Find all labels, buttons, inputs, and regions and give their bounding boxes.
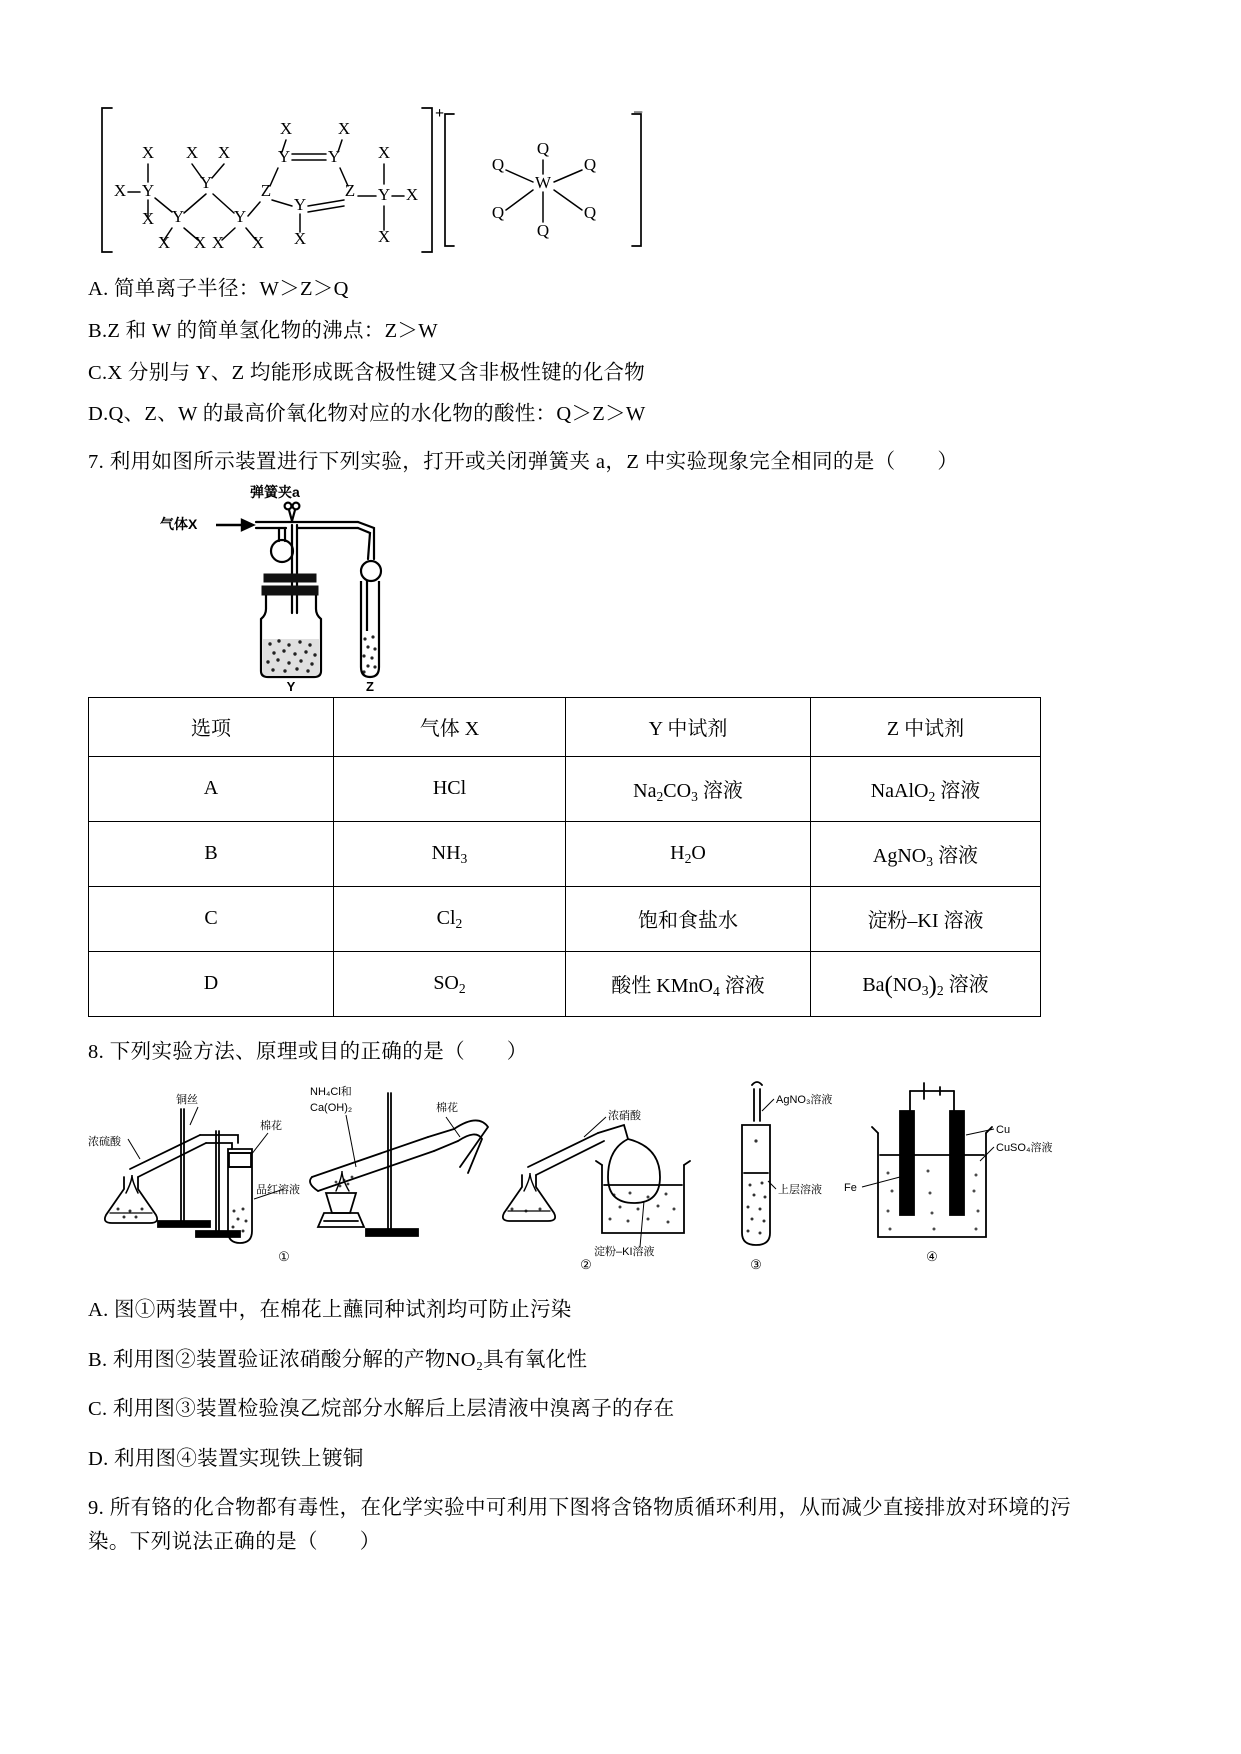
table-header-row: [89, 697, 1041, 756]
svg-text:Y: Y: [171, 207, 185, 226]
label-concentrated-nitric-acid: 浓硝酸: [608, 1109, 641, 1122]
svg-text:X: X: [217, 143, 231, 162]
svg-text:Y: Y: [141, 181, 155, 200]
table-row: [89, 821, 1041, 886]
svg-text:Q: Q: [491, 155, 505, 174]
svg-text:X: X: [377, 143, 391, 162]
label-cotton-1: 棉花: [260, 1119, 282, 1132]
table-row: [89, 886, 1041, 951]
svg-text:Z: Z: [344, 181, 356, 200]
svg-text:X: X: [193, 233, 207, 252]
col-header-option: 选项: [89, 697, 334, 756]
svg-text:X: X: [113, 181, 127, 200]
cell-y-reagent: 饱和食盐水: [566, 886, 811, 951]
svg-text:X: X: [251, 233, 265, 252]
figure-caption-1: ①: [278, 1248, 290, 1264]
bulb-right: [361, 561, 381, 581]
cell-z-reagent: AgNO$_3$ 溶液: [811, 821, 1041, 886]
label-cu: Cu: [996, 1123, 1011, 1136]
label-concentrated-sulfuric-acid: 浓硫酸: [88, 1135, 121, 1148]
svg-text:X: X: [279, 119, 293, 138]
vessel-y-label: Y: [286, 678, 296, 693]
cell-z-reagent: NaAlO$_2$ 溶液: [811, 756, 1041, 821]
cell-option: D: [89, 951, 334, 1016]
svg-text:X: X: [141, 143, 155, 162]
col-header-y-reagent: Y 中试剂: [566, 697, 811, 756]
svg-text:Y: Y: [199, 173, 213, 192]
q6-option-a: A. 简单离子半径：W＞Z＞Q: [88, 278, 349, 300]
cell-gas-x: HCl: [334, 756, 566, 821]
q6-option-b: B.Z 和 W 的简单氢化物的沸点：Z＞W: [88, 319, 438, 342]
svg-text:Y: Y: [233, 207, 247, 226]
cell-gas-x: $NH_3$: [334, 821, 566, 886]
structure-formula-figure: [88, 96, 1153, 264]
svg-text:X: X: [211, 233, 225, 252]
label-upper-layer-solution: 上层溶液: [778, 1183, 822, 1196]
cell-gas-x: $SO_2$: [334, 951, 566, 1016]
label-agno3-solution: AgNO₃溶液: [776, 1093, 833, 1106]
q8-option-b: B. 利用图②装置验证浓硝酸分解的产物NO₂具有氧化性: [88, 1348, 588, 1371]
svg-text:Y: Y: [293, 195, 307, 214]
cell-y-reagent: 酸性 KMnO$_4$ 溶液: [566, 951, 811, 1016]
table-row: [89, 951, 1041, 1016]
svg-text:Q: Q: [536, 139, 550, 158]
svg-text:X: X: [185, 143, 199, 162]
svg-text:Q: Q: [536, 221, 550, 240]
q7-stem: 7. 利用如图所示装置进行下列实验，打开或关闭弹簧夹 a，Z 中实验现象完全相同的是（ ）: [88, 451, 959, 474]
col-header-gas-x: 气体 X: [334, 697, 566, 756]
cell-z-reagent: 淀粉–KI 溶液: [811, 886, 1041, 951]
table-row: [89, 756, 1041, 821]
page-content: [88, 96, 1153, 1560]
label-starch-ki-solution: 淀粉–KI溶液: [594, 1245, 655, 1258]
svg-text:X: X: [293, 229, 307, 248]
cell-option: A: [89, 756, 334, 821]
spring-clamp-label: 弹簧夹a: [250, 483, 300, 500]
q8-apparatus-svg: [88, 1081, 1088, 1277]
svg-text:Y: Y: [327, 147, 341, 166]
svg-text:Y: Y: [377, 185, 391, 204]
q7-options-table: [88, 697, 1041, 1017]
label-calcium-hydroxide: Ca(OH)₂: [310, 1101, 353, 1114]
svg-text:Q: Q: [491, 203, 505, 222]
figure-caption-2: ②: [580, 1256, 592, 1272]
q8-option-d: D. 利用图④装置实现铁上镀铜: [88, 1448, 364, 1471]
label-fe: Fe: [844, 1181, 857, 1194]
figure-caption-4: ④: [926, 1248, 938, 1264]
vessel-z-label: Z: [366, 678, 374, 693]
svg-text:X: X: [337, 119, 351, 138]
label-cuso4-solution: CuSO₄溶液: [996, 1141, 1053, 1154]
q7-apparatus-svg: [158, 481, 448, 693]
svg-text:Q: Q: [583, 155, 597, 174]
label-nh4cl-and: NH₄Cl和: [310, 1085, 352, 1098]
q9-stem-line1: 9. 所有铬的化合物都有毒性，在化学实验中可利用下图将含铬物质循环利用，从而减少直接排放对环境的污: [88, 1496, 1072, 1519]
q9-stem-line2: 染。下列说法正确的是（ ）: [88, 1530, 381, 1553]
cell-gas-x: $Cl_2$: [334, 886, 566, 951]
cell-option: B: [89, 821, 334, 886]
svg-text:+: +: [435, 105, 445, 122]
svg-text:X: X: [377, 227, 391, 246]
cell-y-reagent: $H_2O$: [566, 821, 811, 886]
q7-apparatus-figure: [88, 481, 1153, 693]
svg-text:Z: Z: [260, 181, 272, 200]
bulb-left: [271, 540, 293, 562]
label-fuchsin-solution: 品红溶液: [256, 1183, 300, 1196]
label-cotton-2: 棉花: [436, 1101, 458, 1114]
svg-text:Y: Y: [277, 147, 291, 166]
svg-text:Q: Q: [583, 203, 597, 222]
q8-apparatus-figure: [88, 1081, 1153, 1277]
cell-y-reagent: $Na_2CO_3$ 溶液: [566, 756, 811, 821]
cell-z-reagent: $Ba(NO_3)_2$ 溶液: [811, 951, 1041, 1016]
svg-text:W: W: [534, 173, 552, 192]
cell-option: C: [89, 886, 334, 951]
label-copper-wire: 铜丝: [176, 1093, 198, 1106]
svg-text:X: X: [157, 233, 171, 252]
q8-option-c: C. 利用图③装置检验溴乙烷部分水解后上层清液中溴离子的存在: [88, 1398, 675, 1421]
q6-option-d: D.Q、Z、W 的最高价氧化物对应的水化物的酸性：Q＞Z＞W: [88, 403, 646, 426]
svg-text:X: X: [405, 185, 419, 204]
q6-option-c: C.X 分别与 Y、Z 均能形成既含极性键又含非极性键的化合物: [88, 361, 646, 384]
structure-formula-svg: [88, 96, 648, 264]
q8-option-a: A. 图①两装置中，在棉花上蘸同种试剂均可防止污染: [88, 1298, 572, 1321]
svg-text:−: −: [633, 102, 644, 122]
figure-caption-3: ③: [750, 1256, 762, 1272]
gas-inlet-label: 气体X: [160, 515, 198, 532]
svg-text:X: X: [141, 209, 155, 228]
q8-stem: 8. 下列实验方法、原理或目的正确的是（ ）: [88, 1040, 528, 1063]
col-header-z-reagent: Z 中试剂: [811, 697, 1041, 756]
